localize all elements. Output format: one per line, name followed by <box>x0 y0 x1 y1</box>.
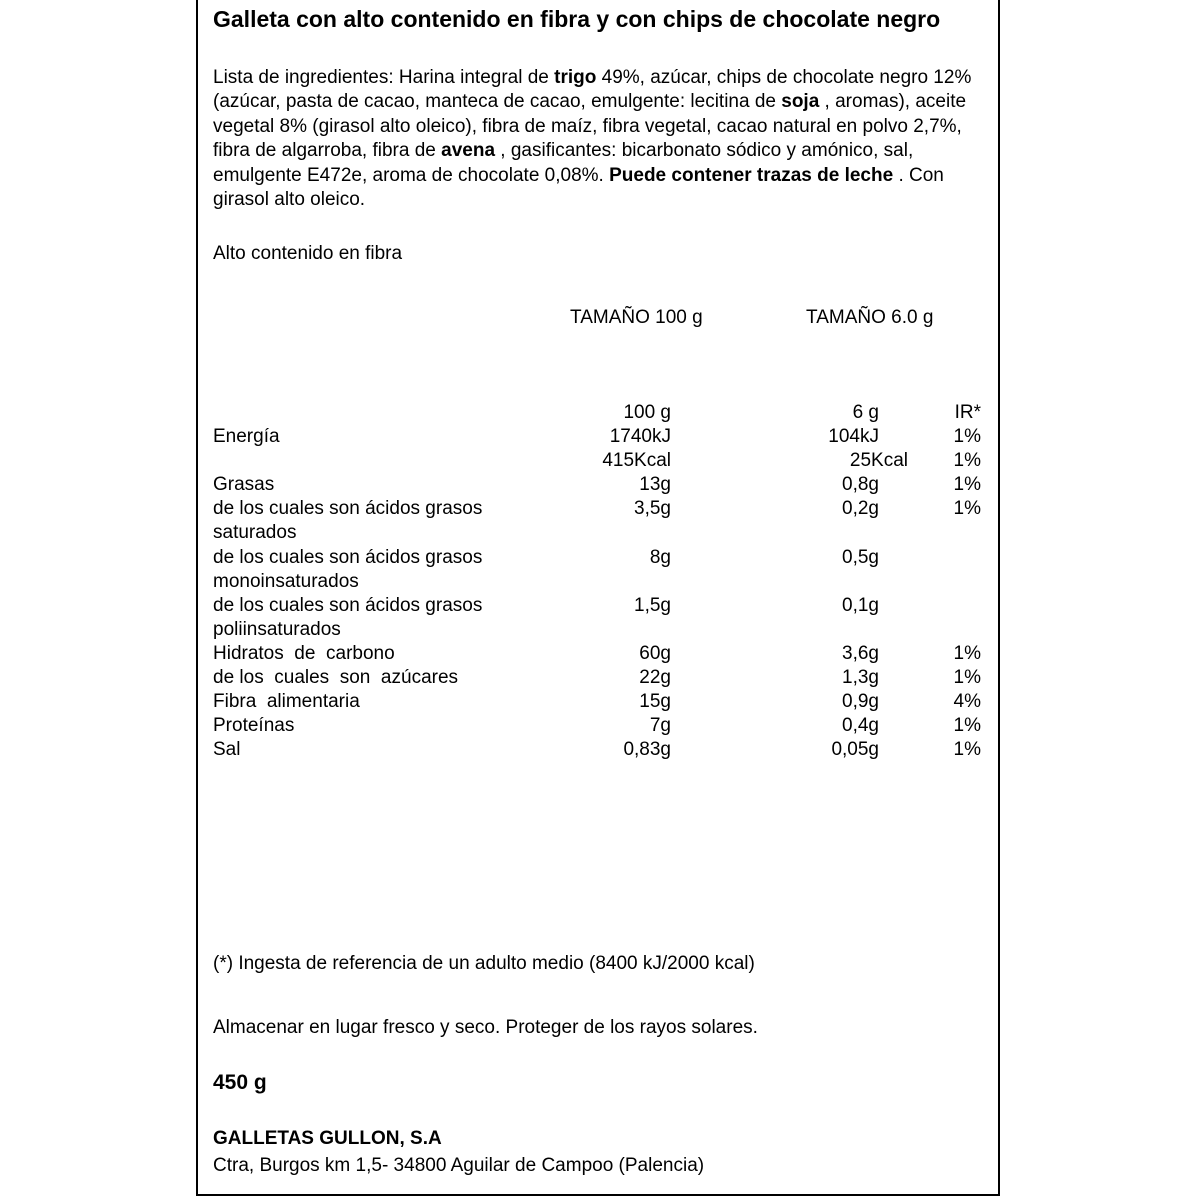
table-cell-100g: 8g <box>649 547 671 568</box>
ingredients-text: 49%, azúcar, chips de chocolate negro 12% (azúcar, pasta de cacao, manteca de cacao, emulgente: lecitina de <box>213 67 972 113</box>
net-weight: 450 g <box>213 1071 267 1094</box>
table-cell-100g: 15g <box>639 691 671 712</box>
table-cell-6g: 3,6g <box>842 643 879 664</box>
table-cell-6g: 0,8g <box>842 474 879 495</box>
table-cell-6g: 0,4g <box>842 715 879 736</box>
ingredients-text: . Con girasol alto oleico. <box>213 164 944 211</box>
table-row-label: de los cuales son ácidos grasos monoinsaturados <box>213 547 483 593</box>
table-cell-6g: 0,9g <box>842 691 879 712</box>
ingredients-text: , gasificantes: bicarbonato sódico y amónico, sal, emulgente E472e, aroma de chocolate 0,08%. <box>213 140 914 186</box>
allergen-text: avena <box>441 140 496 162</box>
table-row-label: Fibra alimentaria <box>213 691 360 712</box>
allergen-warning: Puede contener trazas de leche <box>609 164 894 186</box>
ingredients-text: Lista de ingredientes: Harina integral de <box>213 67 555 88</box>
table-cell-6g: 0,2g <box>842 498 879 519</box>
nutrition-claim: Alto contenido en fibra <box>213 243 403 264</box>
table-cell-100g: 415Kcal <box>602 450 671 471</box>
table-cell-ir: 4% <box>953 691 981 712</box>
table-cell-6g: 1,3g <box>842 667 879 688</box>
table-row-label: Grasas <box>213 474 275 495</box>
ingredients-text: , aromas), aceite vegetal 8% (girasol alto oleico), fibra de maíz, fibra vegetal, cacao natural en polvo 2,7%, fibra de algarroba, fibra de <box>213 91 967 162</box>
table-cell-ir: 1% <box>953 426 981 447</box>
table-cell-ir: 1% <box>953 643 981 664</box>
table-cell-ir: 1% <box>953 715 981 736</box>
allergen-text: trigo <box>554 67 597 88</box>
size-header-6g: TAMAÑO 6.0 g <box>806 307 934 328</box>
ingredients-list <box>213 66 973 212</box>
table-row-label: Energía <box>213 426 280 447</box>
table-cell-ir: 1% <box>953 498 981 519</box>
table-row-label: Hidratos de carbono <box>213 643 395 664</box>
table-row-label: de los cuales son azúcares <box>213 667 459 688</box>
table-cell-6g: 25Kcal <box>849 450 908 471</box>
table-cell-ir: 1% <box>953 739 981 760</box>
product-title: Galleta con alto contenido en fibra y con chips de chocolate negro <box>213 6 941 32</box>
table-cell-6g: 0,05g <box>831 739 879 760</box>
storage-instructions: Almacenar en lugar fresco y seco. Proteger de los rayos solares. <box>213 1017 758 1038</box>
table-cell-100g: 3,5g <box>634 498 671 519</box>
table-cell-ir: 1% <box>953 450 981 471</box>
table-cell-100g: 7g <box>649 715 671 736</box>
table-cell-6g: 0,5g <box>842 547 879 568</box>
allergen-text: soja <box>781 91 820 113</box>
table-row-label: de los cuales son ácidos grasos saturados <box>213 498 483 544</box>
table-cell-100g: 13g <box>639 474 671 495</box>
table-cell-ir: 1% <box>953 474 981 495</box>
company-address: Ctra, Burgos km 1,5- 34800 Aguilar de Campoo (Palencia) <box>213 1155 705 1176</box>
table-cell-ir: 1% <box>953 667 981 688</box>
size-header-100g: TAMAÑO 100 g <box>570 307 703 328</box>
table-cell-100g: 0,83g <box>623 739 671 760</box>
table-cell-100g: 60g <box>639 643 671 664</box>
table-cell-6g: 104kJ <box>828 426 879 447</box>
table-cell-100g: 22g <box>639 667 671 688</box>
table-cell-100g: 1,5g <box>634 595 671 616</box>
table-row-label: Sal <box>213 739 241 760</box>
table-cell-6g: 0,1g <box>842 595 879 616</box>
col-header-6g: 6 g <box>852 402 879 423</box>
table-row-label: Proteínas <box>213 715 295 736</box>
table-row-label: de los cuales son ácidos grasos poliinsaturados <box>213 595 483 641</box>
reference-intake-footnote: (*) Ingesta de referencia de un adulto medio (8400 kJ/2000 kcal) <box>213 953 755 974</box>
table-cell-100g: 1740kJ <box>609 426 671 447</box>
col-header-ir: IR* <box>954 402 981 423</box>
company-name: GALLETAS GULLON, S.A <box>213 1128 442 1149</box>
col-header-100g: 100 g <box>623 402 671 423</box>
